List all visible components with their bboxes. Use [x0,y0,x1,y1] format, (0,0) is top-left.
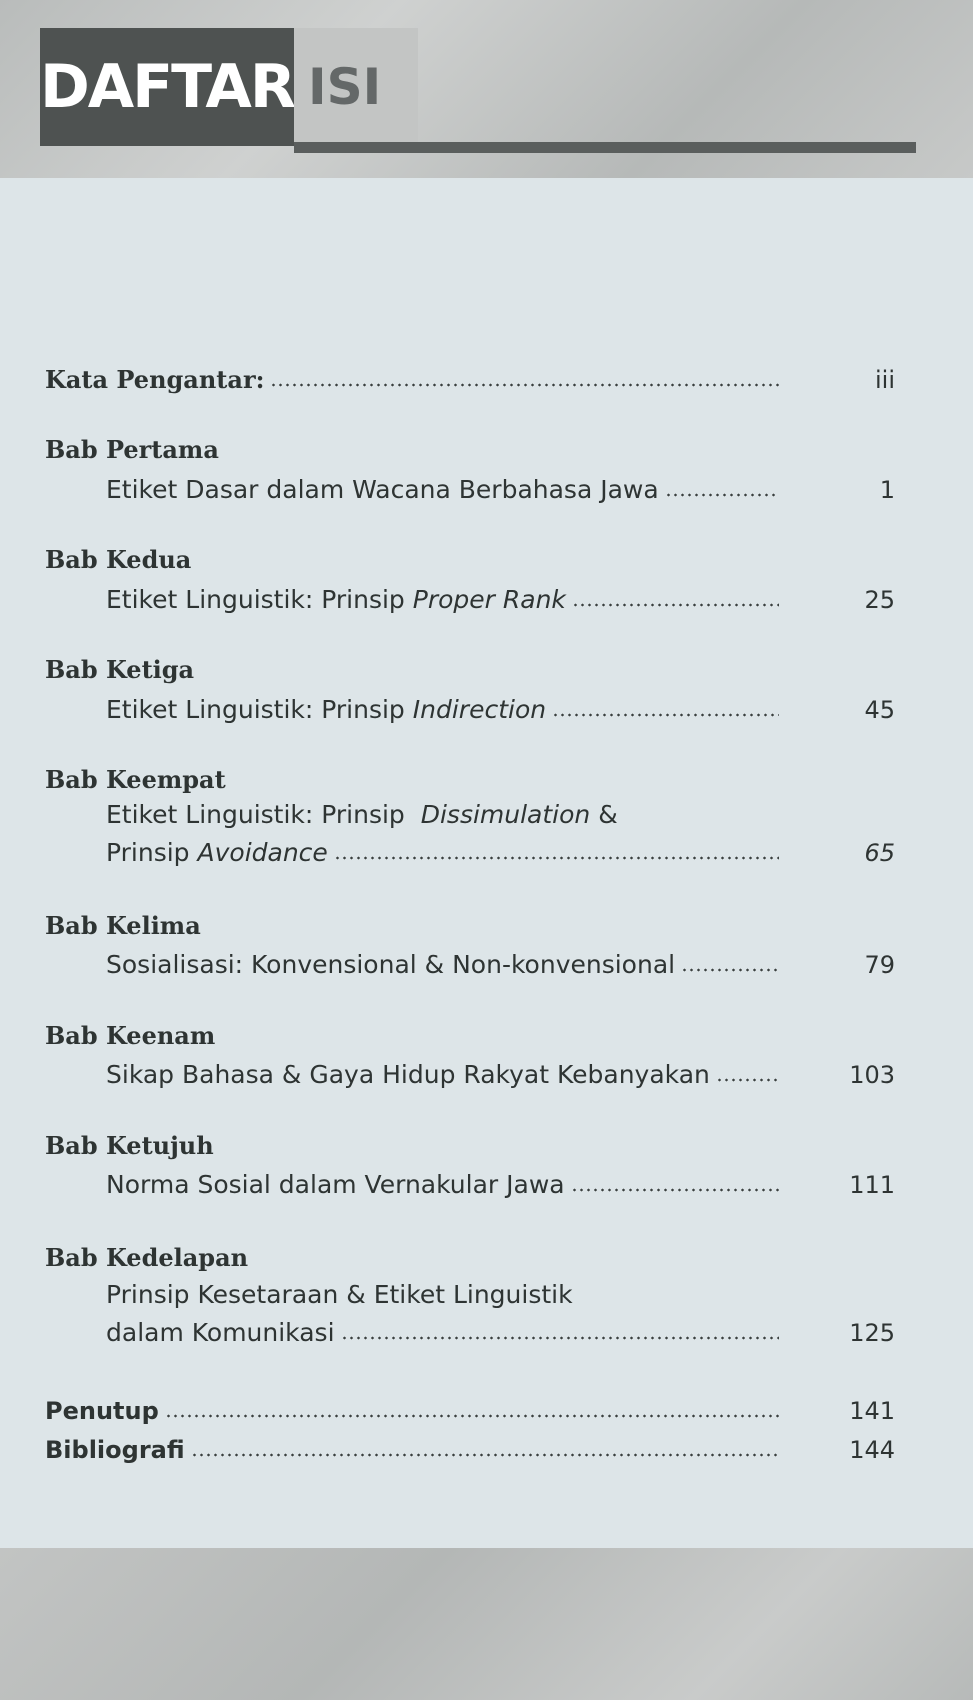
dot-leader [716,1077,779,1083]
toc-entry-label: Penutup [45,1397,159,1425]
toc-page-number: 144 [849,1436,895,1464]
toc-entry-chapter-7[interactable] [106,1160,895,1200]
toc-entry-title-suffix: & [590,800,618,829]
title-daftar: DAFTAR [39,52,295,122]
toc-entry-chapter-2[interactable] [106,575,895,615]
chapter-heading: Bab Kedua [45,545,192,574]
dot-leader [665,492,779,498]
toc-page-number: 125 [849,1319,895,1347]
toc-entry-chapter-6[interactable] [106,1050,895,1090]
dot-leader [552,712,779,718]
dot-leader [341,1335,779,1341]
toc-entry-title: Sosialisasi: Konvensional & Non-konvensional [106,950,676,979]
toc-entry-title-italic: Avoidance [197,838,328,867]
dot-leader [571,1187,779,1193]
toc-entry-intro[interactable] [45,355,895,395]
chapter-heading: Bab Kedelapan [45,1243,249,1272]
toc-page-number: 79 [864,951,895,979]
toc-entry-chapter-5[interactable] [106,940,895,980]
toc-entry-title-italic: Proper Rank [412,585,566,614]
dot-leader [334,855,779,861]
toc-entry-label: Bibliografi [45,1436,185,1464]
toc-entry-title-italic: Dissimulation [420,800,591,829]
dot-leader [572,602,779,608]
toc-entry-chapter-3[interactable] [106,685,895,725]
chapter-heading: Bab Keempat [45,765,226,794]
toc-page-number: 1 [879,476,895,504]
dot-leader [165,1413,779,1419]
toc-entry-bibliography[interactable] [45,1425,895,1465]
title-isi: ISI [308,58,382,116]
toc-entry-title-line1: Prinsip Kesetaraan & Etiket Linguistik [106,1280,573,1309]
chapter-heading: Bab Keenam [45,1021,216,1050]
toc-entry-label: Kata Pengantar: [45,365,265,394]
toc-entry-title-prefix: Etiket Linguistik: Prinsip [106,585,405,614]
toc-page-number: 111 [849,1171,895,1199]
toc-entry-chapter-4[interactable] [106,828,895,868]
toc-entry-title-prefix: Prinsip [106,838,190,867]
dot-leader [681,967,779,973]
chapter-heading: Bab Pertama [45,435,219,464]
toc-entry-title: Etiket Dasar dalam Wacana Berbahasa Jawa [106,475,659,504]
toc-entry-title: Sikap Bahasa & Gaya Hidup Rakyat Kebanyakan [106,1060,710,1089]
toc-entry-closing[interactable] [45,1386,895,1426]
chapter-heading: Bab Ketiga [45,655,195,684]
dot-leader [270,382,779,388]
toc-entry-title-prefix: Etiket Linguistik: Prinsip [106,695,405,724]
toc-page-number: iii [874,366,895,394]
toc-entry-title: dalam Komunikasi [106,1318,335,1347]
dot-leader [191,1452,779,1458]
toc-page-number: 65 [864,839,895,867]
toc-page-number: 25 [864,586,895,614]
toc-entry-chapter-1[interactable] [106,465,895,505]
toc-page-number: 45 [864,696,895,724]
toc-entry-title: Norma Sosial dalam Vernakular Jawa [106,1170,565,1199]
chapter-heading: Bab Ketujuh [45,1131,214,1160]
toc-entry-title-italic: Indirection [412,695,547,724]
chapter-heading: Bab Kelima [45,911,201,940]
toc-entry-title-prefix: Etiket Linguistik: Prinsip [106,800,413,829]
toc-page-number: 103 [849,1061,895,1089]
toc-entry-chapter-8[interactable] [106,1308,895,1348]
toc-page-number: 141 [849,1397,895,1425]
